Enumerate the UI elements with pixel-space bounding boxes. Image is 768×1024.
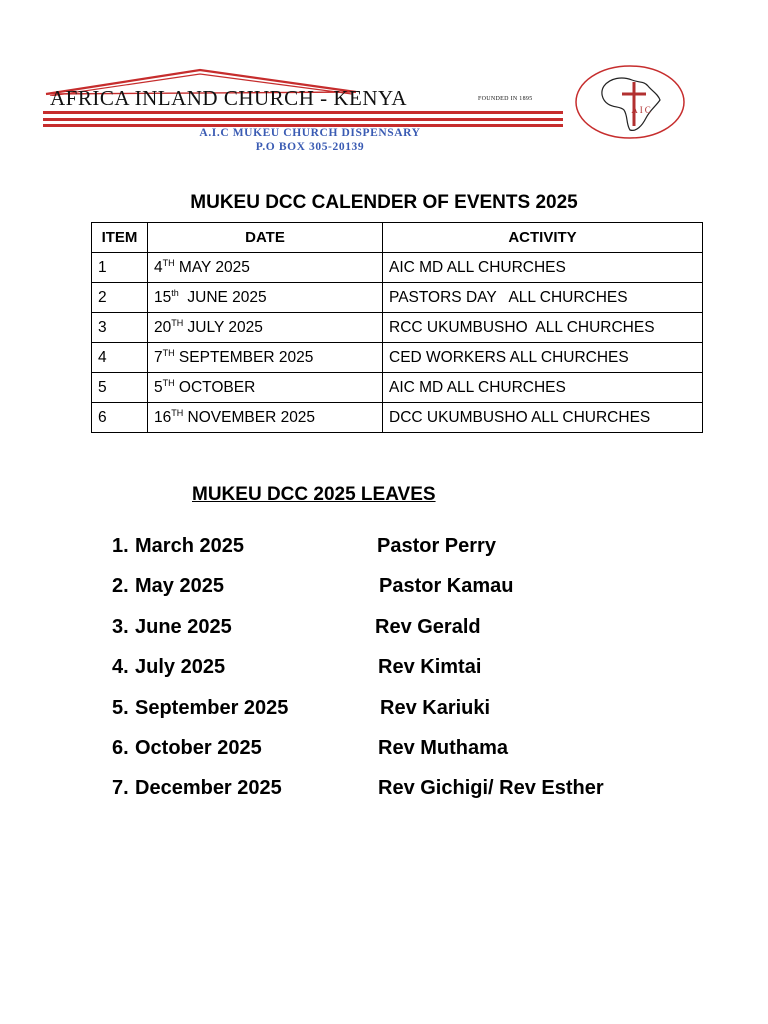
date-rest: MAY 2025 — [174, 258, 250, 276]
leave-month: September 2025 — [135, 697, 289, 719]
date-rest: JUNE 2025 — [178, 288, 267, 306]
item-cell: 6 — [92, 403, 148, 433]
activity-cell: AIC MD ALL CHURCHES — [383, 253, 703, 283]
date-ordinal: th — [171, 287, 179, 298]
list-number: 7. — [112, 777, 129, 799]
leave-pastor: Rev Gerald — [375, 616, 481, 638]
leave-month: March 2025 — [135, 535, 244, 557]
leave-pastor: Rev Kariuki — [380, 697, 491, 719]
date-ordinal: TH — [171, 407, 184, 418]
activity-cell: PASTORS DAY ALL CHURCHES — [383, 283, 703, 313]
list-number: 4. — [112, 656, 129, 678]
table-row — [92, 373, 703, 403]
date-cell — [148, 343, 383, 373]
africa-map-cross-icon — [574, 64, 686, 140]
leave-pastor: Rev Kimtai — [378, 656, 482, 678]
column-header-date: DATE — [148, 223, 383, 253]
postal-address: P.O BOX 305-20139 — [255, 141, 365, 153]
organization-name: AFRICA INLAND CHURCH - KENYA — [50, 86, 408, 110]
date-ordinal: TH — [162, 347, 175, 358]
date-cell — [148, 403, 383, 433]
leave-month: December 2025 — [135, 777, 282, 799]
date-day: 4 — [154, 258, 163, 276]
column-header-item: ITEM — [92, 223, 148, 253]
calendar-title: MUKEU DCC CALENDER OF EVENTS 2025 — [190, 192, 578, 213]
leave-pastor: Pastor Kamau — [379, 575, 514, 597]
date-ordinal: TH — [162, 377, 175, 388]
item-cell: 5 — [92, 373, 148, 403]
table-row — [92, 253, 703, 283]
list-number: 1. — [112, 535, 129, 557]
leave-month: June 2025 — [135, 616, 232, 638]
date-rest: SEPTEMBER 2025 — [174, 348, 314, 366]
leaves-title: MUKEU DCC 2025 LEAVES — [192, 484, 436, 505]
item-cell: 3 — [92, 313, 148, 343]
date-rest: JULY 2025 — [183, 318, 263, 336]
leave-pastor: Rev Muthama — [378, 737, 509, 759]
item-cell: 1 — [92, 253, 148, 283]
table-row — [92, 283, 703, 313]
date-day: 16 — [154, 408, 172, 426]
date-rest: NOVEMBER 2025 — [183, 408, 316, 426]
activity-cell: AIC MD ALL CHURCHES — [383, 373, 703, 403]
activity-cell: CED WORKERS ALL CHURCHES — [383, 343, 703, 373]
date-day: 7 — [154, 348, 163, 366]
item-cell: 4 — [92, 343, 148, 373]
date-cell — [148, 283, 383, 313]
list-number: 5. — [112, 697, 129, 719]
list-number: 2. — [112, 575, 129, 597]
events-table — [91, 222, 703, 433]
column-header-activity: ACTIVITY — [383, 223, 703, 253]
leave-pastor: Pastor Perry — [377, 535, 496, 557]
leave-pastor: Rev Gichigi/ Rev Esther — [378, 777, 604, 799]
dispensary-name: A.I.C MUKEU CHURCH DISPENSARY — [199, 127, 421, 139]
table-header-row — [92, 223, 703, 253]
header-rule-middle — [43, 118, 563, 121]
date-cell — [148, 313, 383, 343]
list-number: 3. — [112, 616, 129, 638]
table-row — [92, 313, 703, 343]
date-ordinal: TH — [171, 317, 184, 328]
date-day: 20 — [154, 318, 172, 336]
date-ordinal: TH — [162, 257, 175, 268]
founded-note: FOUNDED IN 1895 — [478, 96, 533, 102]
header-rule-top — [43, 111, 563, 114]
activity-cell: DCC UKUMBUSHO ALL CHURCHES — [383, 403, 703, 433]
logo-initials: AIC — [631, 105, 653, 115]
date-cell — [148, 253, 383, 283]
leave-month: May 2025 — [135, 575, 224, 597]
activity-cell: RCC UKUMBUSHO ALL CHURCHES — [383, 313, 703, 343]
item-cell: 2 — [92, 283, 148, 313]
date-cell — [148, 373, 383, 403]
date-day: 15 — [154, 288, 172, 306]
table-row — [92, 403, 703, 433]
leave-month: July 2025 — [135, 656, 226, 678]
table-row — [92, 343, 703, 373]
list-number: 6. — [112, 737, 129, 759]
date-day: 5 — [154, 378, 163, 396]
leave-month: October 2025 — [135, 737, 262, 759]
date-rest: OCTOBER — [174, 378, 256, 396]
